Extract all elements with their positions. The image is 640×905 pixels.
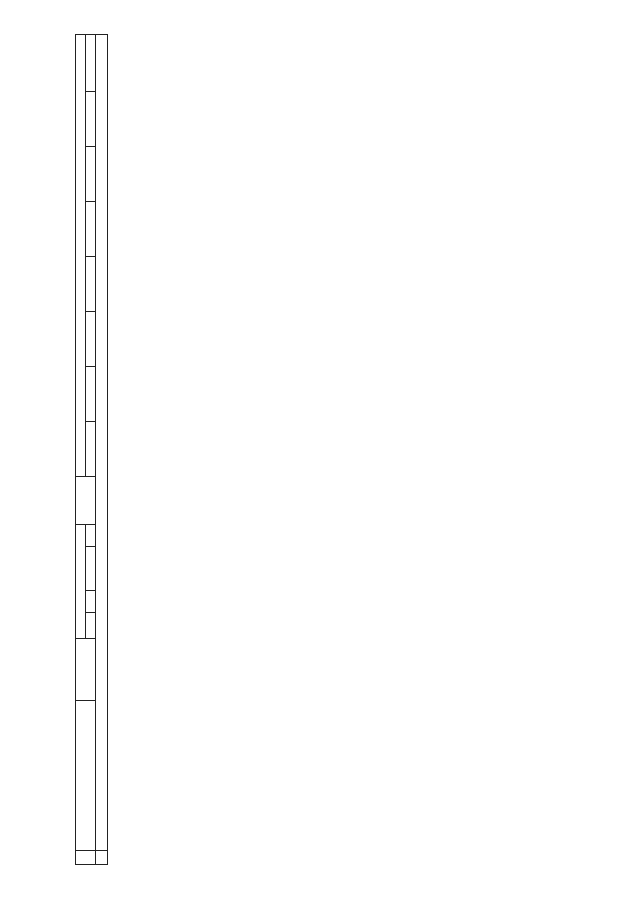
expenses-table [75,34,108,865]
col-grbs [86,613,96,639]
col-source [76,639,96,701]
col-year [86,312,96,367]
col-year [86,257,96,312]
col-rzpr [86,591,96,613]
subprogram-title-row [96,35,108,865]
subprogram-section [96,35,108,865]
col-name [76,701,96,851]
col-year [86,367,96,422]
col-csr [86,547,96,591]
col-year [86,422,96,477]
subprogram-num [96,851,108,865]
col-code [76,525,86,639]
col-year [86,147,96,202]
col-vr [86,525,96,547]
col-year [86,35,96,92]
header-row-1 [76,35,86,865]
col-year [86,92,96,147]
col-total [76,477,96,525]
col-num [76,851,96,865]
subprogram-title [96,35,108,851]
rotated-table-container [75,35,615,865]
col-year [86,202,96,257]
col-expenses [76,35,86,477]
